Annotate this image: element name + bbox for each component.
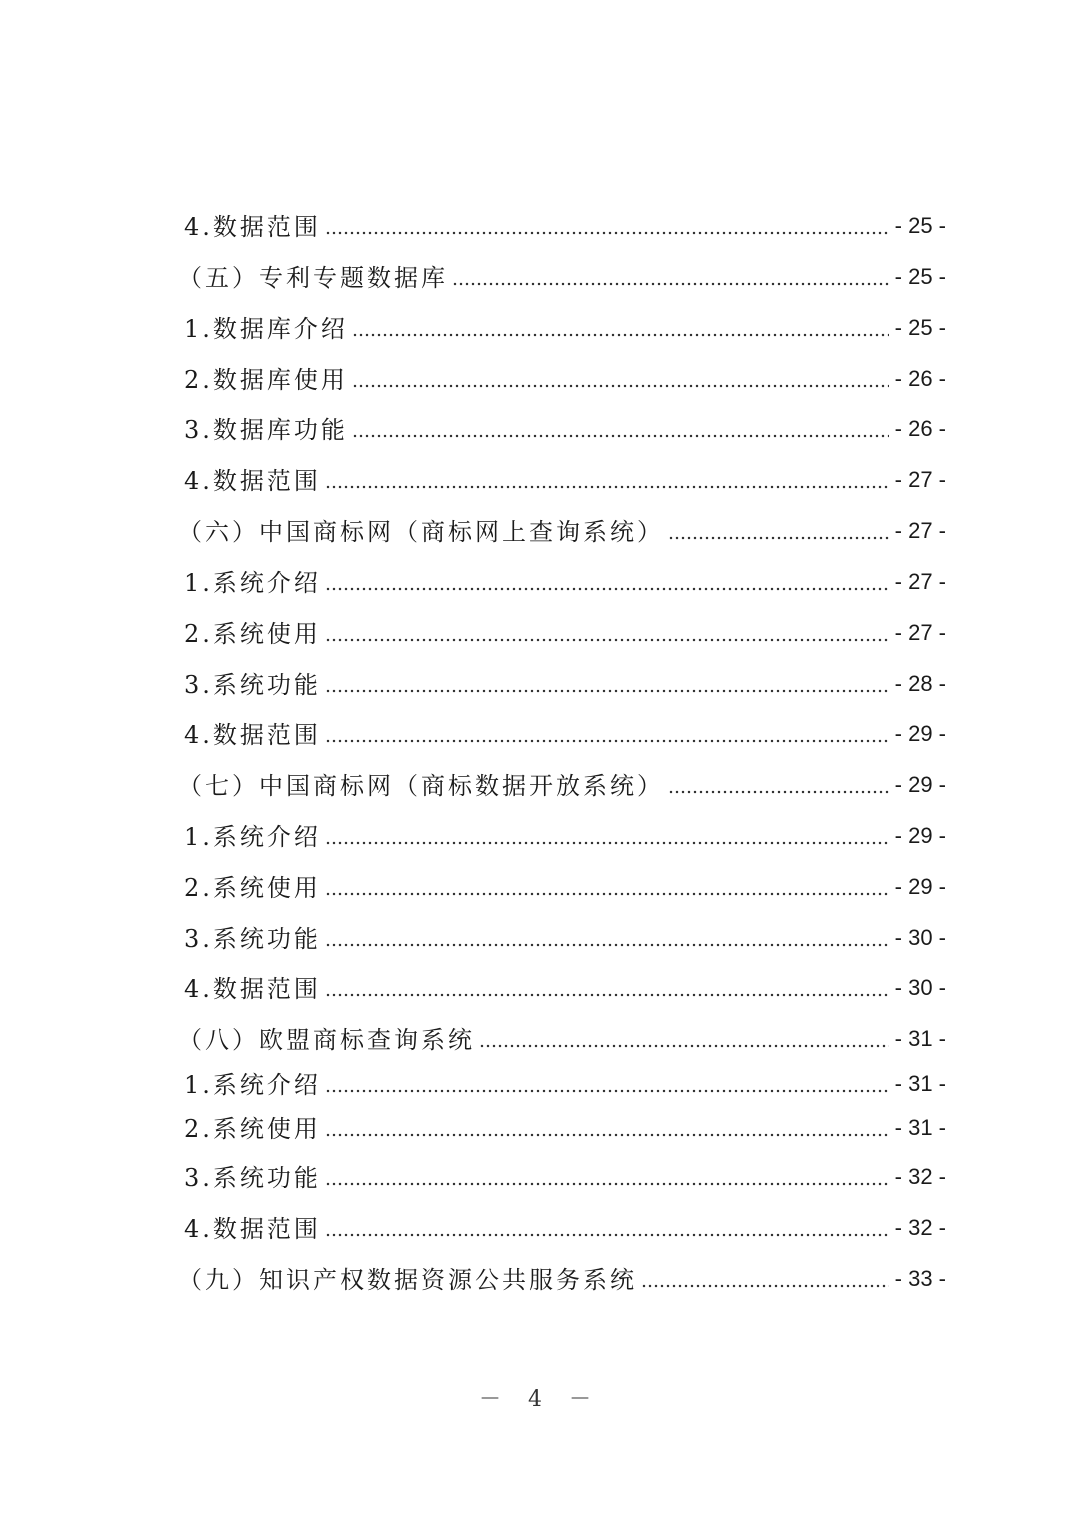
toc-leader-dots (352, 434, 889, 438)
toc-entry[interactable] (178, 664, 946, 700)
toc-entry-page: - 32 - (894, 1215, 946, 1240)
toc-entry-page: - 33 - (894, 1266, 946, 1291)
toc-entry-page: - 29 - (894, 874, 946, 899)
toc-entry-label: （六）中国商标网（商标网上查询系统） (178, 518, 664, 546)
toc-entry[interactable] (178, 714, 946, 750)
toc-leader-dots (325, 1133, 889, 1137)
toc-leader-dots (325, 841, 889, 845)
toc-entry-label: 2.系统使用 (184, 620, 321, 648)
toc-entry-label: 1.系统介绍 (184, 823, 321, 851)
toc-entry-label: （八）欧盟商标查询系统 (178, 1026, 475, 1054)
toc-leader-dots (325, 892, 889, 896)
toc-entry-page: - 29 - (894, 721, 946, 746)
toc-entry-page: - 29 - (894, 823, 946, 848)
toc-leader-dots (641, 1284, 889, 1288)
toc-leader-dots (325, 485, 889, 489)
toc-entry[interactable] (178, 1019, 946, 1055)
toc-entry[interactable] (178, 257, 946, 293)
toc-entry-label: 4.数据范围 (184, 721, 321, 749)
toc-leader-dots (479, 1044, 889, 1048)
toc-entry-label: 1.系统介绍 (184, 569, 321, 597)
toc-entry[interactable] (178, 562, 946, 598)
toc-entry-page: - 26 - (894, 416, 946, 441)
toc-entry-label: 3.数据库功能 (184, 416, 348, 444)
toc-entry[interactable] (178, 816, 946, 852)
toc-entry-page: - 27 - (894, 518, 946, 543)
toc-leader-dots (668, 790, 889, 794)
toc-entry-label: 2.系统使用 (184, 874, 321, 902)
toc-entry-page: - 30 - (894, 975, 946, 1000)
toc-leader-dots (325, 689, 889, 693)
toc-entry-page: - 30 - (894, 925, 946, 950)
toc-entry-label: 2.系统使用 (184, 1115, 321, 1143)
toc-entry-page: - 27 - (894, 467, 946, 492)
toc-entry-label: 3.系统功能 (184, 671, 321, 699)
toc-entry-label: 2.数据库使用 (184, 366, 348, 394)
toc-leader-dots (325, 231, 889, 235)
toc-leader-dots (352, 384, 889, 388)
toc-entry-label: （九）知识产权数据资源公共服务系统 (178, 1266, 637, 1294)
toc-leader-dots (325, 1233, 889, 1237)
toc-entry[interactable] (178, 1157, 946, 1193)
toc-leader-dots (325, 587, 889, 591)
toc-entry-page: - 28 - (894, 671, 946, 696)
toc-leader-dots (352, 333, 889, 337)
toc-entry[interactable] (178, 867, 946, 903)
toc-entry-label: 1.系统介绍 (184, 1071, 321, 1099)
toc-entry[interactable] (178, 409, 946, 445)
toc-entry[interactable] (178, 308, 946, 344)
toc-entry[interactable] (178, 918, 946, 954)
toc-leader-dots (325, 1182, 889, 1186)
toc-entry-label: 4.数据范围 (184, 1215, 321, 1243)
toc-entry-page: - 29 - (894, 772, 946, 797)
toc-entry-page: - 31 - (894, 1026, 946, 1051)
toc-entry-page: - 31 - (894, 1115, 946, 1140)
toc-entry[interactable] (178, 765, 946, 801)
toc-entry-label: 4.数据范围 (184, 467, 321, 495)
toc-entry[interactable] (178, 1108, 946, 1144)
toc-entry-label: （七）中国商标网（商标数据开放系统） (178, 772, 664, 800)
toc-entry-label: 4.数据范围 (184, 975, 321, 1003)
toc-entry[interactable] (178, 206, 946, 242)
toc-leader-dots (325, 638, 889, 642)
toc-entry-page: - 26 - (894, 366, 946, 391)
toc-entry-page: - 25 - (894, 264, 946, 289)
toc-entry[interactable] (178, 613, 946, 649)
toc-entry-label: 3.系统功能 (184, 925, 321, 953)
toc-entry[interactable] (178, 1064, 946, 1100)
toc-entry-page: - 27 - (894, 620, 946, 645)
toc-leader-dots (325, 993, 889, 997)
toc-leader-dots (452, 282, 889, 286)
toc-entry[interactable] (178, 460, 946, 496)
page-number: － 4 － (479, 1387, 601, 1412)
toc-leader-dots (325, 739, 889, 743)
toc-entry[interactable] (178, 1259, 946, 1295)
toc-leader-dots (325, 943, 889, 947)
toc-entry-label: 3.系统功能 (184, 1164, 321, 1192)
toc-entry[interactable] (178, 511, 946, 547)
toc-leader-dots (668, 536, 889, 540)
toc-entry-page: - 31 - (894, 1071, 946, 1096)
toc-entry-label: （五）专利专题数据库 (178, 264, 448, 292)
toc-entry-label: 4.数据范围 (184, 213, 321, 241)
toc-entry-page: - 32 - (894, 1164, 946, 1189)
toc-entry-page: - 27 - (894, 569, 946, 594)
toc-entry[interactable] (178, 1208, 946, 1244)
toc-entry-page: - 25 - (894, 315, 946, 340)
toc-entry-page: - 25 - (894, 213, 946, 238)
toc-entry-label: 1.数据库介绍 (184, 315, 348, 343)
toc-entry[interactable] (178, 359, 946, 395)
toc-entry[interactable] (178, 968, 946, 1004)
toc-leader-dots (325, 1089, 889, 1093)
